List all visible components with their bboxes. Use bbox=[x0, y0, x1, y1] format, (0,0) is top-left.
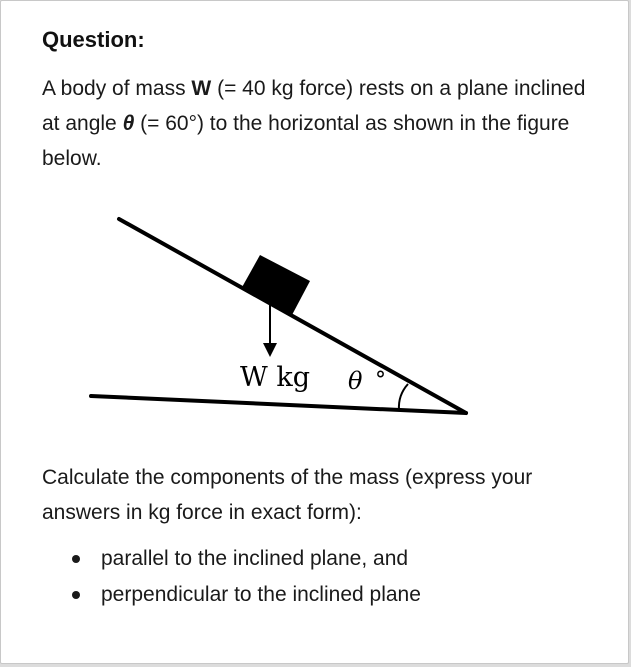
list-item bbox=[42, 577, 421, 613]
angle-arc bbox=[399, 384, 408, 410]
incline-diagram bbox=[42, 187, 533, 445]
intro-text-1: A body of mass bbox=[42, 77, 192, 100]
angle-symbol: θ bbox=[122, 112, 135, 135]
answer-parts-list bbox=[42, 541, 421, 613]
list-item-text: parallel to the inclined plane, and bbox=[101, 547, 409, 570]
bullet-icon bbox=[72, 555, 80, 563]
degree-label: ° bbox=[375, 368, 386, 393]
intro-text-3: (= 60°) to the horizontal as shown in the figure below. bbox=[42, 112, 570, 170]
bullet-icon bbox=[72, 591, 80, 599]
question-instruction: Calculate the components of the mass (express your answers in kg force in exact form): bbox=[42, 466, 533, 524]
mass-block bbox=[241, 255, 310, 315]
weight-arrow-head bbox=[263, 343, 277, 357]
list-item-text: perpendicular to the inclined plane bbox=[101, 583, 421, 606]
angle-label: θ bbox=[348, 367, 363, 395]
ground-line bbox=[91, 396, 466, 413]
question-intro bbox=[42, 71, 602, 176]
question-heading: Question: bbox=[42, 27, 145, 52]
incline-figure bbox=[42, 187, 533, 445]
list-item bbox=[42, 541, 421, 577]
mass-symbol: W bbox=[191, 77, 212, 100]
weight-label: W kg bbox=[240, 362, 310, 393]
intro-text-2: (= 40 kg force) rests on a plane inclined at angle bbox=[42, 77, 586, 135]
